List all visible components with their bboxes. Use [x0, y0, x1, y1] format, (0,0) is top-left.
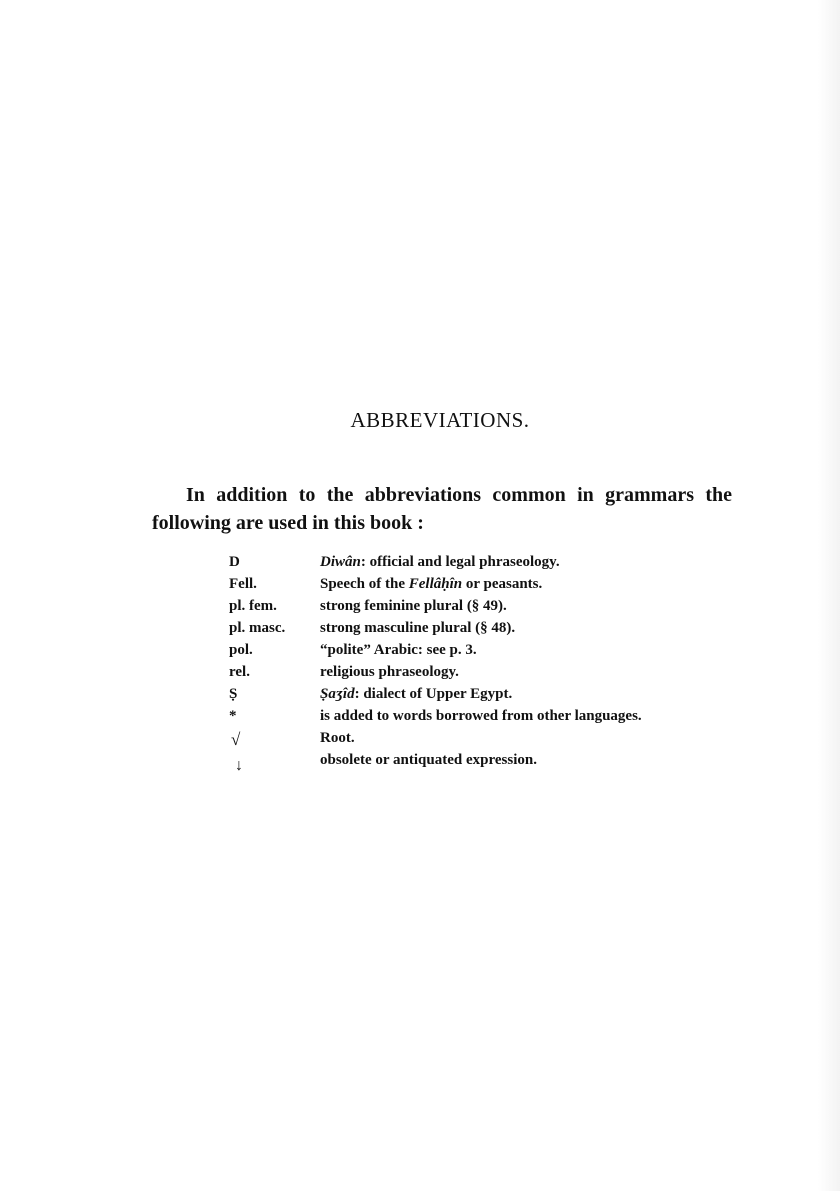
abbreviation-key: Fell.: [229, 576, 257, 592]
definition-text: : dialect of Upper Egypt.: [354, 686, 513, 702]
abbreviation-row-obsolete: [229, 749, 729, 774]
abbreviation-definition: strong feminine plural (§ 49).: [320, 598, 507, 614]
abbreviation-definition: obsolete or antiquated expression.: [320, 752, 537, 768]
abbreviation-row-rel: [229, 661, 729, 683]
abbreviation-row-pl-fem: [229, 595, 729, 617]
abbreviation-row-pol: [229, 639, 729, 661]
intro-line-1: In addition to the abbreviations common in grammars the: [186, 484, 732, 506]
abbreviation-row-diwan: [229, 551, 729, 573]
definition-italic-term: Fellâḥîn: [408, 576, 463, 592]
down-arrow-icon: ↓: [235, 757, 243, 774]
abbreviation-row-asterisk: [229, 705, 729, 727]
abbreviation-row-said: [229, 683, 729, 705]
abbreviation-definition: [320, 683, 729, 705]
abbreviation-definition: is added to words borrowed from other languages.: [320, 708, 642, 724]
abbreviation-definition: [320, 573, 729, 595]
page-title: ABBREVIATIONS.: [350, 408, 530, 432]
definition-italic-term: Diwân: [320, 554, 361, 570]
abbreviation-definition: [320, 551, 729, 573]
abbreviation-key: D: [229, 554, 240, 570]
abbreviation-key: pl. fem.: [229, 598, 277, 614]
definition-text-prefix: Speech of the: [320, 576, 409, 592]
asterisk-symbol: *: [229, 708, 237, 724]
abbreviation-definition: Root.: [320, 730, 355, 746]
abbreviation-row-root: [229, 727, 729, 749]
abbreviation-definition: strong masculine plural (§ 48).: [320, 620, 516, 636]
page-edge-shadow: [818, 0, 840, 1191]
abbreviation-key: pol.: [229, 642, 253, 658]
definition-text: or peasants.: [462, 576, 543, 592]
abbreviation-key: rel.: [229, 664, 250, 680]
definition-italic-term: Ṣaʒîd: [320, 686, 355, 702]
abbreviation-key: Ṣ: [229, 686, 238, 702]
intro-paragraph: [152, 481, 732, 537]
abbreviation-definition: religious phraseology.: [320, 664, 459, 680]
abbreviation-definition: “polite” Arabic: see p. 3.: [320, 642, 477, 658]
root-sign-icon: √: [231, 730, 241, 749]
intro-line-2: following are used in this book :: [152, 512, 424, 534]
abbreviation-key: pl. masc.: [229, 620, 286, 636]
abbreviation-row-pl-masc: [229, 617, 729, 639]
definition-text: : official and legal phraseology.: [360, 554, 560, 570]
abbreviation-row-fell: [229, 573, 729, 595]
abbreviation-list: [229, 551, 729, 774]
